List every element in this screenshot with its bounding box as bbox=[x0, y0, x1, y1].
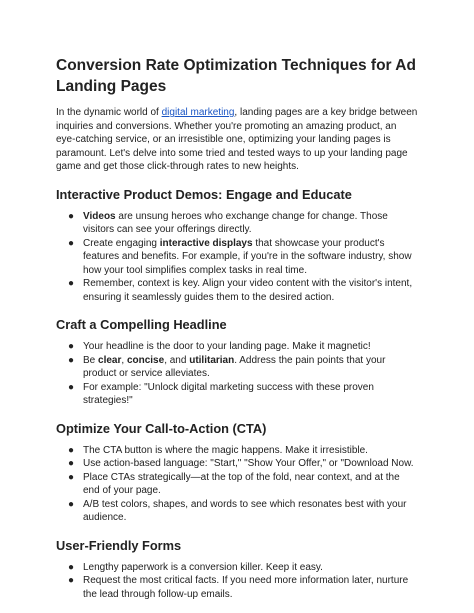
bullet-icon: ● bbox=[68, 341, 75, 352]
item-text: , and bbox=[164, 354, 190, 366]
list-item bbox=[56, 471, 418, 498]
bullet-icon: ● bbox=[68, 444, 75, 456]
list-item bbox=[56, 444, 418, 458]
bullet-icon: ● bbox=[68, 237, 75, 249]
bold-text: Videos bbox=[83, 210, 116, 222]
item-text: For example: "Unlock digital marketing success with these proven strategies!" bbox=[83, 381, 374, 406]
section-heading-forms: User-Friendly Forms bbox=[56, 537, 182, 553]
intro-text-start: In the dynamic world of bbox=[56, 107, 162, 118]
list-item bbox=[56, 381, 418, 408]
headline-list bbox=[56, 340, 418, 408]
list-item bbox=[56, 457, 418, 471]
section-heading-product-demos: Interactive Product Demos: Engage and Educate bbox=[56, 186, 352, 202]
item-text: Create engaging bbox=[83, 237, 160, 249]
item-text: Be bbox=[83, 354, 99, 366]
cta-list bbox=[56, 444, 418, 525]
item-text: The CTA button is where the magic happens. Make it irresistible. bbox=[83, 444, 368, 456]
bullet-icon: ● bbox=[68, 561, 75, 573]
section-heading-cta: Optimize Your Call-to-Action (CTA) bbox=[56, 420, 267, 436]
item-text: Request the most critical facts. If you need more information later, nurture the lead through follow-up emails. bbox=[83, 575, 409, 600]
bullet-icon: ● bbox=[68, 210, 75, 222]
list-item bbox=[56, 210, 418, 237]
section-heading-headline: Craft a Compelling Headline bbox=[56, 317, 227, 332]
item-text: A/B test colors, shapes, and words to see which resonates best with your audience. bbox=[83, 498, 407, 523]
list-item bbox=[56, 574, 418, 601]
digital-marketing-link[interactable]: digital marketing bbox=[161, 107, 235, 118]
page-title: Conversion Rate Optimization Techniques for Ad Landing Pages bbox=[56, 57, 416, 95]
list-item bbox=[56, 354, 418, 381]
intro-text-end: , landing pages are a key bridge between inquiries and conversions. Whether you're promoting an amazing product, an eye-catching service, or an irresistible one, optimizing your landing pages is paramount. Let's delve into some tried and tested ways to up your landing page game and get those click-through rates to new heights. bbox=[56, 107, 418, 172]
list-item bbox=[56, 561, 418, 575]
bullet-icon: ● bbox=[68, 471, 75, 483]
item-text: are unsung heroes who exchange change for change. Those visitors can see your offerings directly. bbox=[83, 210, 388, 235]
item-text: Place CTAs strategically—at the top of the fold, near context, and at the end of your page. bbox=[83, 471, 400, 496]
intro-paragraph bbox=[56, 106, 418, 174]
bold-text: utilitarian bbox=[189, 354, 235, 366]
bullet-icon: ● bbox=[68, 278, 75, 289]
forms-list bbox=[56, 561, 418, 602]
list-item bbox=[56, 340, 418, 354]
item-text: that showcase your product's features and benefits. For example, if you're in the software industry, show how your tool simplifies complex tasks in real time. bbox=[83, 237, 412, 276]
bullet-icon: ● bbox=[68, 575, 75, 586]
list-item bbox=[56, 498, 418, 525]
item-text: Your headline is the door to your landing page. Make it magnetic! bbox=[83, 341, 371, 352]
item-text: Use action-based language: "Start," "Show Your Offer," or "Download Now. bbox=[83, 458, 414, 469]
list-item bbox=[56, 237, 418, 278]
bold-text: concise bbox=[126, 354, 165, 366]
bullet-icon: ● bbox=[68, 354, 75, 366]
bold-text: clear bbox=[98, 354, 122, 366]
bullet-icon: ● bbox=[68, 498, 75, 510]
item-text: . Address the pain points that your product or service alleviates. bbox=[83, 354, 386, 379]
bullet-icon: ● bbox=[68, 381, 75, 393]
bold-text: interactive displays bbox=[159, 237, 253, 249]
document-page bbox=[56, 55, 418, 601]
list-item bbox=[56, 277, 418, 304]
product-demos-list bbox=[56, 210, 418, 305]
item-text: Lengthy paperwork is a conversion killer. Keep it easy. bbox=[83, 561, 323, 573]
item-text: , bbox=[121, 354, 127, 366]
bullet-icon: ● bbox=[68, 458, 75, 469]
item-text: Remember, context is key. Align your video content with the visitor's intent, ensuring it seamlessly guides them to the desired action. bbox=[83, 278, 413, 303]
